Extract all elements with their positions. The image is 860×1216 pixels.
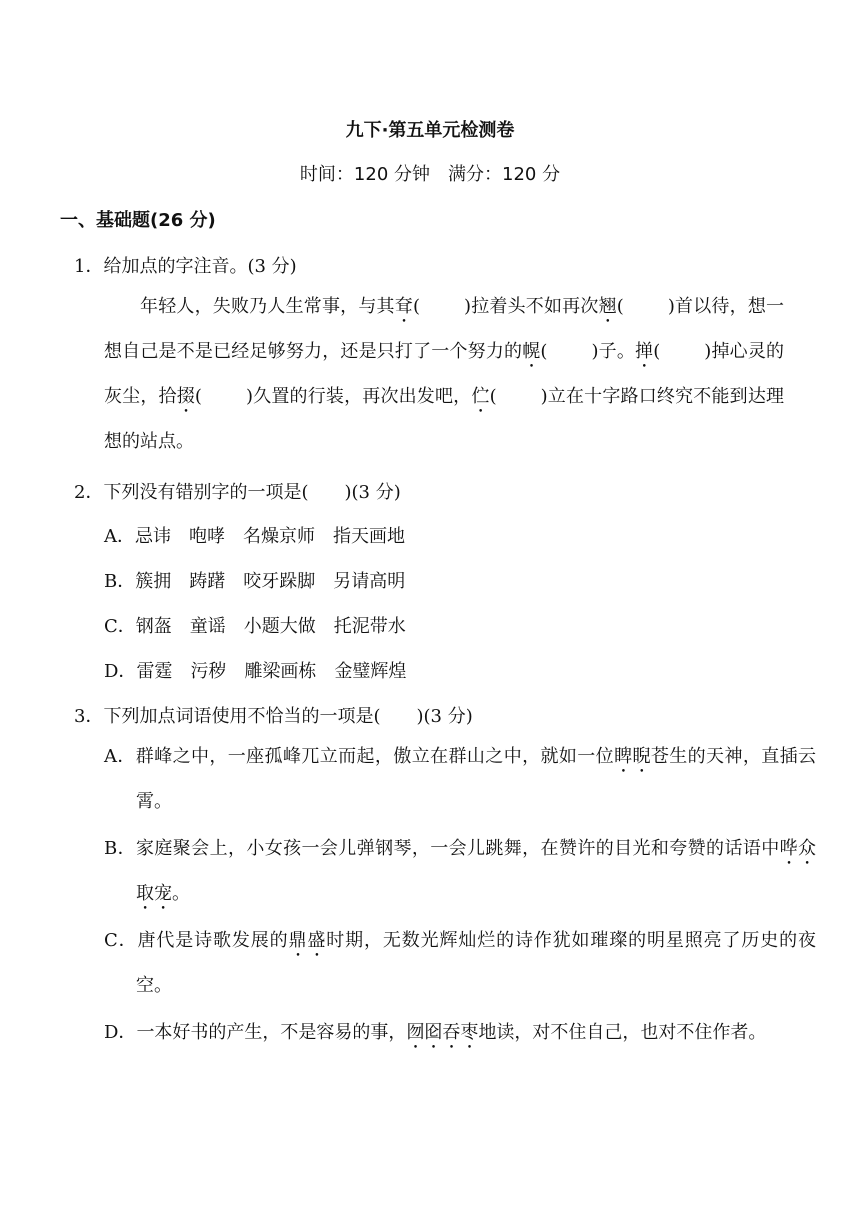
option-text: 地读，对不住自己，也对不住作者。 (478, 1022, 767, 1043)
passage-text: )首以待，想一想自己是不是已经足够努力，还是只打了一个努力的 (104, 296, 785, 362)
option-word: 指天画地 (333, 526, 405, 547)
option-label: B． (104, 571, 136, 592)
option-label: C． (104, 930, 138, 951)
option-label: D． (104, 661, 137, 682)
exam-title: 九下·第五单元检测卷 (345, 120, 515, 141)
option-word: 污秽 (190, 661, 227, 682)
question-3-stem: 3．下列加点词语使用不恰当的一项是( )(3 分) (74, 706, 473, 727)
option-c[interactable] (104, 612, 424, 638)
dotted-word: 囫囵吞枣 (406, 1022, 479, 1043)
dotted-char: 幌 (522, 341, 541, 362)
option-text: 唐代是诗歌发展的 (137, 930, 289, 951)
option-word: 雷霆 (136, 661, 173, 682)
dotted-word: 睥睨 (614, 746, 651, 767)
option-d[interactable] (104, 657, 424, 683)
option-d[interactable] (104, 1010, 816, 1055)
option-word: 小题大做 (243, 616, 316, 637)
option-text: 苍生的天神，直插云霄。 (136, 746, 817, 812)
option-word: 咬牙跺脚 (243, 571, 316, 592)
option-text: 。 (172, 883, 190, 904)
option-word: 钢盔 (135, 616, 172, 637)
option-b[interactable] (104, 567, 423, 593)
option-a[interactable] (104, 734, 816, 824)
passage-text: )久置的行装，再次出发吧， (245, 386, 472, 407)
dotted-word: 哗众取宠 (136, 838, 817, 904)
option-word: 咆哮 (189, 526, 225, 547)
dotted-char: 掇 (176, 386, 195, 407)
option-text: 时期，无数光辉灿烂的诗作犹如璀璨的明星照亮了历史的夜空。 (136, 930, 817, 996)
question-1-stem: 1．给加点的字注音。(3 分) (74, 256, 297, 277)
option-word: 簇拥 (135, 571, 172, 592)
option-label: D． (104, 1022, 137, 1043)
option-word: 金璧辉煌 (334, 661, 407, 682)
passage-text: 年轻人，失败乃人生常事，与其 (140, 296, 395, 317)
option-text: 家庭聚会上，小女孩一会儿弹钢琴，一会儿跳舞，在赞许的目光和夸赞的话语中 (136, 838, 780, 859)
option-word: 另请高明 (333, 571, 406, 592)
dotted-char: 掸 (635, 341, 654, 362)
option-word: 童谣 (189, 616, 226, 637)
exam-time-score: 时间：120 分钟 满分：120 分 (299, 164, 561, 185)
option-word: 名燥京师 (243, 526, 315, 547)
option-text: 一本好书的产生，不是容易的事， (136, 1022, 407, 1043)
option-word: 托泥带水 (333, 616, 406, 637)
option-word: 雕梁画栋 (244, 661, 317, 682)
question-1-passage: 年轻人，失败乃人生常事，与其耷( )拉着头不如再次翘( )首以待，想一想自己是不是已经足够努力，还是只打了一个努力的幌( )子。掸( )掉心灵的灰尘，拾掇( )久置的行装，再次出发吧，伫( )立在十字路口终究不能到达理想的站点。 (104, 296, 785, 452)
option-label: C． (104, 616, 136, 637)
option-c[interactable] (104, 918, 816, 1008)
option-label: A． (104, 746, 136, 767)
dotted-char: 伫 (471, 386, 490, 407)
option-label: B． (104, 838, 137, 859)
dotted-char: 耷 (394, 296, 413, 317)
option-label: A． (104, 526, 135, 547)
section-heading: 一、基础题(26 分) (60, 210, 216, 231)
option-b[interactable] (104, 826, 816, 916)
passage-text: )子。 (591, 341, 636, 362)
dotted-word: 鼎盛 (288, 930, 327, 951)
passage-text: )立在十字路口终究不能到达理想的站点。 (104, 386, 785, 452)
option-word: 踌躇 (189, 571, 226, 592)
passage-text: )拉着头不如再次 (463, 296, 599, 317)
option-word: 忌讳 (135, 526, 171, 547)
question-2-stem: 2．下列没有错别字的一项是( )(3 分) (74, 482, 401, 503)
option-text: 群峰之中，一座孤峰兀立而起，傲立在群山之中，就如一位 (135, 746, 615, 767)
option-a[interactable] (104, 522, 423, 548)
passage-text: )掉心灵的灰尘，拾 (104, 341, 785, 407)
dotted-char: 翘 (598, 296, 617, 317)
